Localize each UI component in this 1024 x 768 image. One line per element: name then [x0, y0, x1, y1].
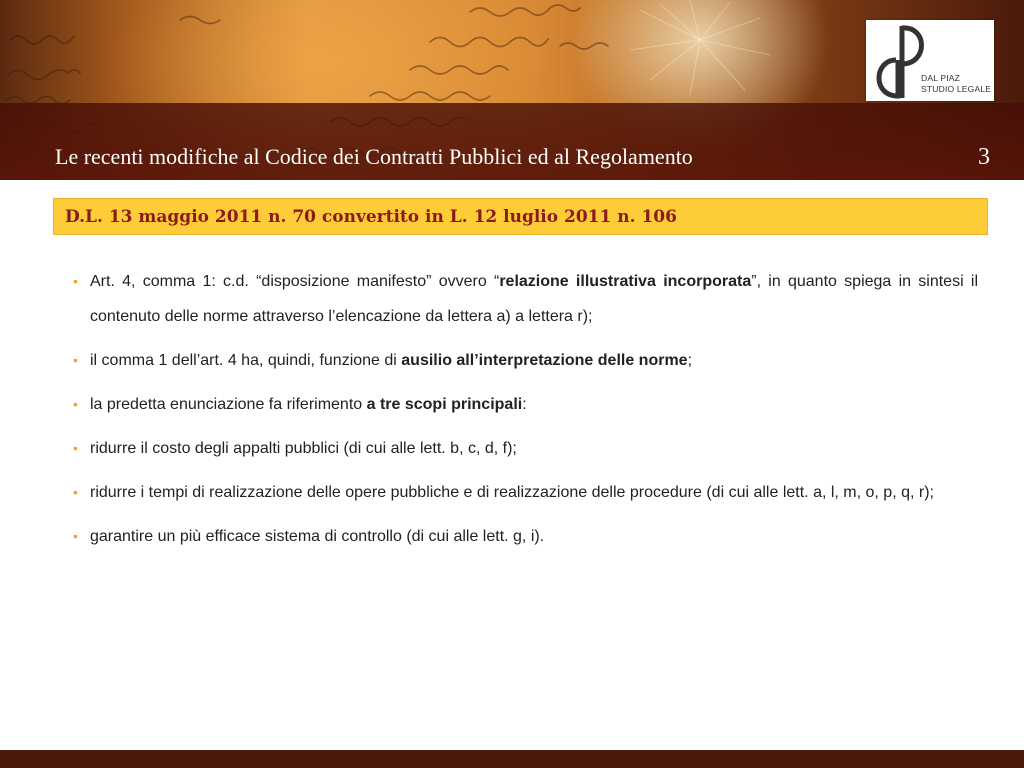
bullet-emphasis: relazione illustrativa incorporata [499, 273, 752, 290]
bullet-marker-icon: • [73, 352, 78, 368]
bullet-marker-icon: • [73, 273, 78, 289]
subtitle-text: D.L. 13 maggio 2011 n. 70 convertito in L. 12 luglio 2011 n. 106 [65, 207, 677, 227]
bullet-list [73, 264, 978, 563]
bullet-item [73, 519, 978, 554]
bullet-marker-icon: • [73, 440, 78, 456]
bullet-text-end: ”, in quanto spiega in sintesi il contenuto delle norme attraverso l’elencazione da lettera a) a lettera r); [90, 273, 979, 325]
logo-subtitle: STUDIO LEGALE [921, 84, 992, 94]
bullet-text-end: ; [687, 352, 693, 369]
bullet-item [73, 343, 978, 378]
bullet-text: ridurre i tempi di realizzazione delle opere pubbliche e di realizzazione delle procedure (di cui alle lett. a, l, m, o, p, q, r); [90, 484, 934, 501]
bullet-marker-icon: • [73, 528, 78, 544]
bullet-text-end: : [522, 396, 527, 413]
bullet-text: ridurre il costo degli appalti pubblici (di cui alle lett. b, c, d, f); [90, 440, 517, 457]
bullet-emphasis: ausilio all’interpretazione delle norme [401, 352, 688, 369]
bullet-text: Art. 4, comma 1: c.d. “disposizione manifesto” ovvero “ [90, 273, 500, 290]
bullet-marker-icon: • [73, 396, 78, 412]
bullet-text: il comma 1 dell’art. 4 ha, quindi, funzione di [90, 352, 402, 369]
header-banner [0, 0, 1024, 180]
bullet-text: la predetta enunciazione fa riferimento [90, 396, 367, 413]
logo-name: DAL PIAZ [921, 73, 961, 83]
bullet-text: garantire un più efficace sistema di controllo (di cui alle lett. g, i). [90, 528, 545, 545]
bullet-item [73, 431, 978, 466]
studio-logo [866, 20, 994, 101]
footer-bar [0, 750, 1024, 768]
bullet-item [73, 264, 978, 334]
bullet-emphasis: a tre scopi principali [366, 396, 523, 413]
bullet-item [73, 475, 978, 510]
slide-title: Le recenti modifiche al Codice dei Contratti Pubblici ed al Regolamento [55, 144, 693, 169]
page-number: 3 [978, 144, 990, 170]
bullet-item [73, 387, 978, 422]
subtitle-bar [53, 198, 988, 235]
bullet-marker-icon: • [73, 484, 78, 500]
